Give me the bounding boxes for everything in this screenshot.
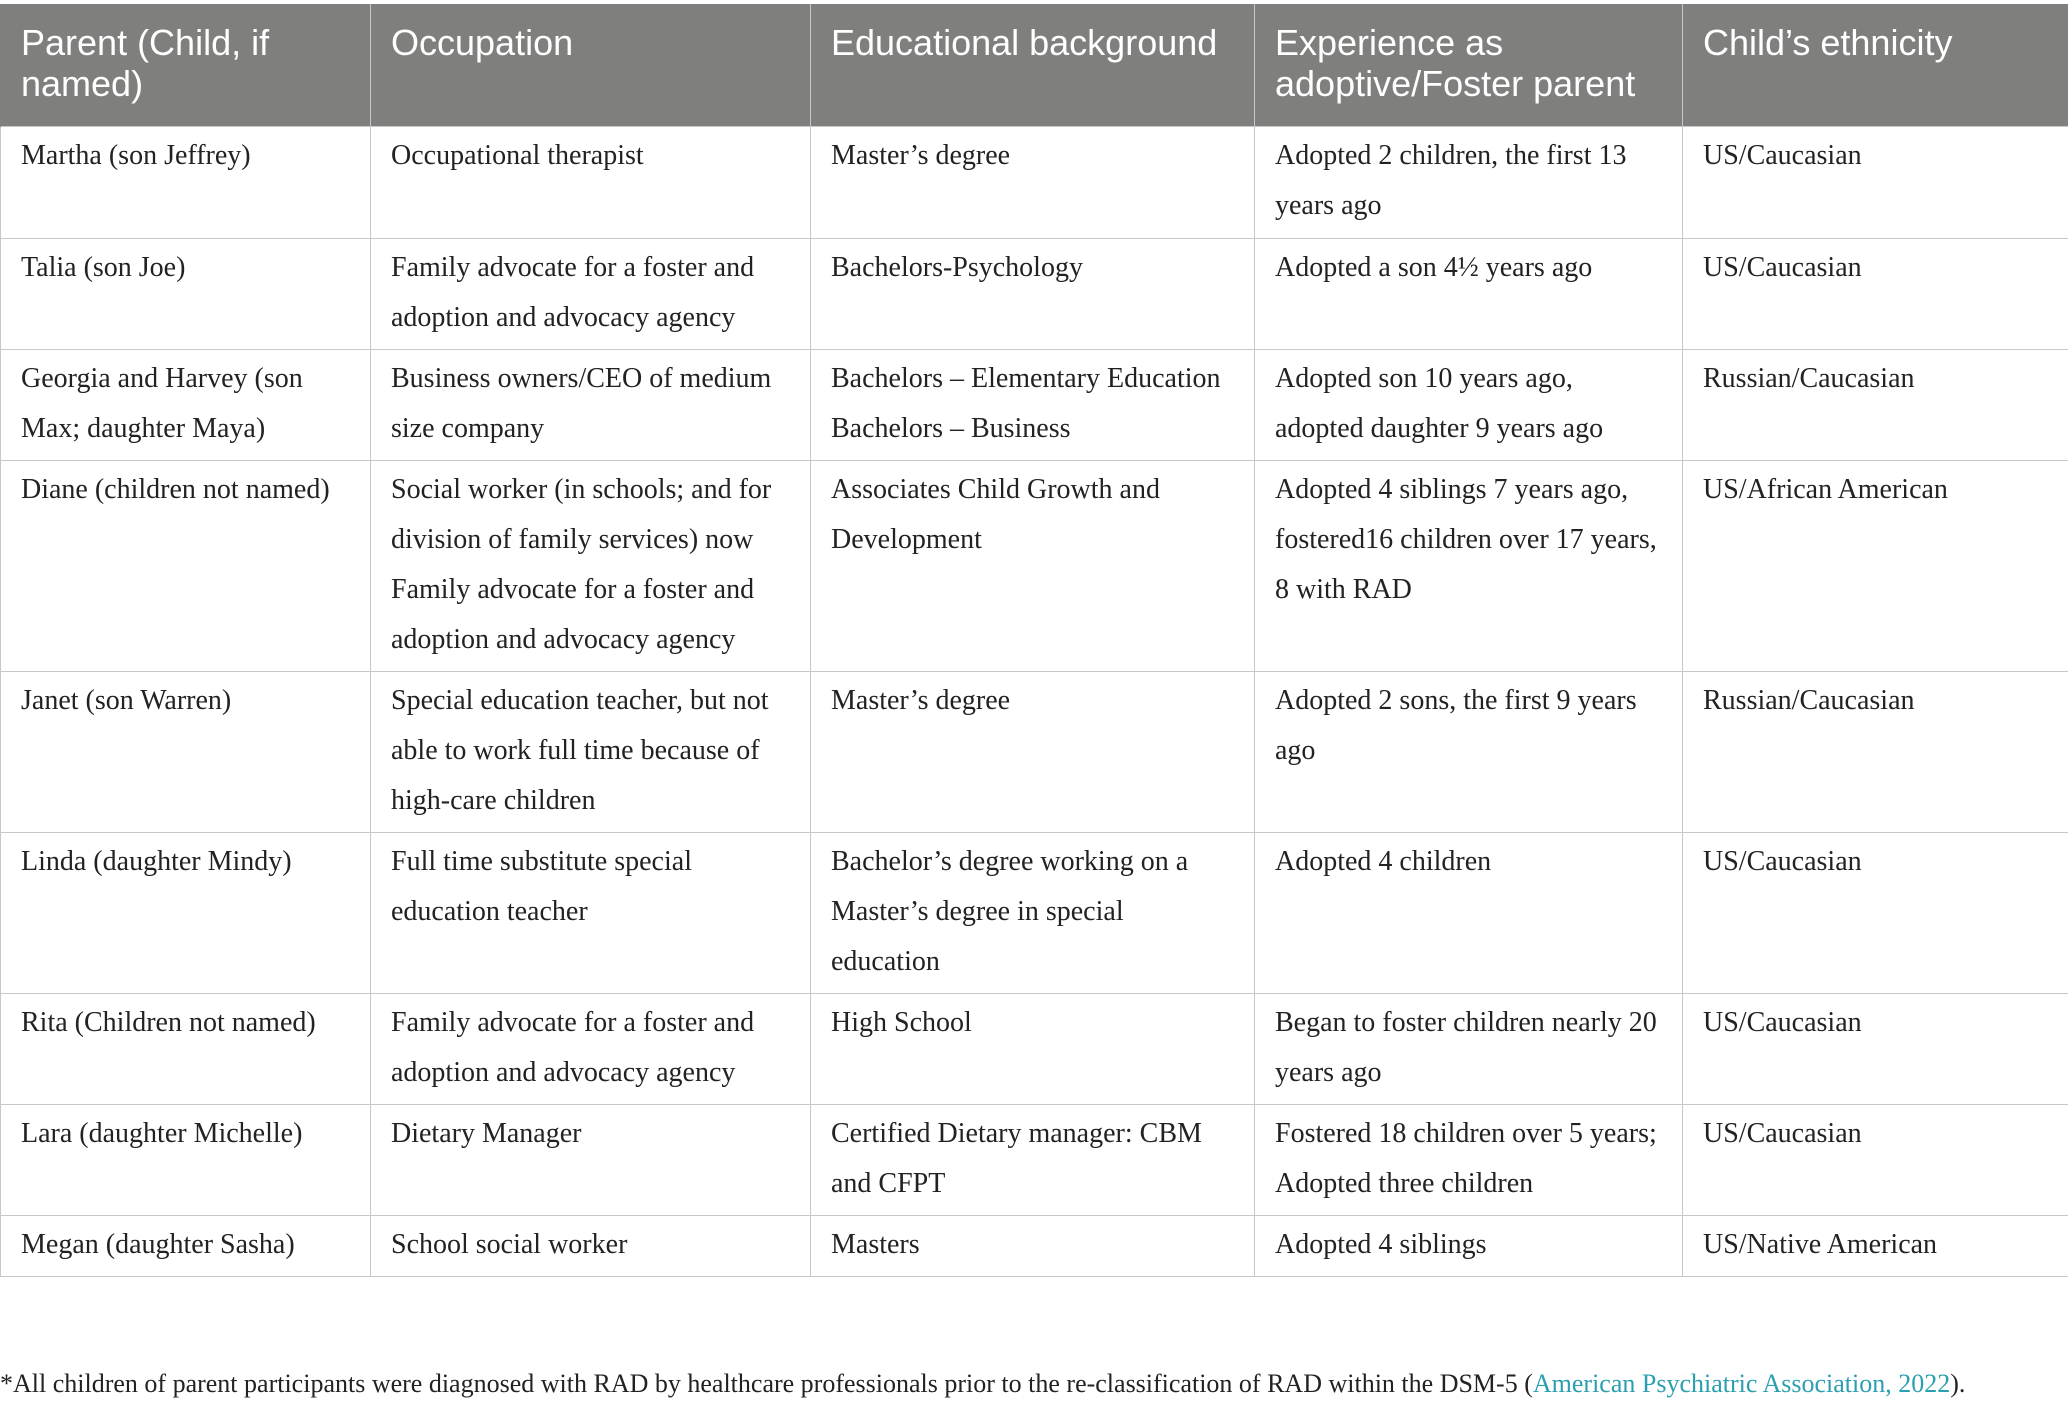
cell-experience: Began to foster children nearly 20 years ago bbox=[1255, 993, 1683, 1104]
cell-ethnicity: US/Caucasian bbox=[1683, 1104, 2068, 1215]
cell-experience: Fostered 18 children over 5 years; Adopted three children bbox=[1255, 1104, 1683, 1215]
cell-experience: Adopted 4 siblings 7 years ago, fostered16 children over 17 years, 8 with RAD bbox=[1255, 460, 1683, 671]
cell-education: Masters bbox=[811, 1215, 1255, 1276]
cell-experience: Adopted 4 siblings bbox=[1255, 1215, 1683, 1276]
cell-education: Master’s degree bbox=[811, 126, 1255, 238]
cell-ethnicity: US/Caucasian bbox=[1683, 238, 2068, 349]
cell-occupation: Dietary Manager bbox=[371, 1104, 811, 1215]
cell-experience: Adopted 4 children bbox=[1255, 832, 1683, 993]
footnote-text-end: ). bbox=[1950, 1369, 1966, 1398]
cell-ethnicity: US/Caucasian bbox=[1683, 993, 2068, 1104]
cell-parent: Rita (Children not named) bbox=[1, 993, 371, 1104]
cell-ethnicity: US/Caucasian bbox=[1683, 832, 2068, 993]
header-occupation: Occupation bbox=[371, 2, 811, 126]
header-experience: Experience as adoptive/Foster parent bbox=[1255, 2, 1683, 126]
table-row bbox=[1, 671, 2068, 832]
cell-education: Bachelors-Psychology bbox=[811, 238, 1255, 349]
cell-experience: Adopted 2 children, the first 13 years ago bbox=[1255, 126, 1683, 238]
cell-experience: Adopted 2 sons, the first 9 years ago bbox=[1255, 671, 1683, 832]
cell-parent: Talia (son Joe) bbox=[1, 238, 371, 349]
cell-occupation: Family advocate for a foster and adoption and advocacy agency bbox=[371, 238, 811, 349]
table-row bbox=[1, 1215, 2068, 1276]
table-row bbox=[1, 460, 2068, 671]
cell-occupation: Full time substitute special education teacher bbox=[371, 832, 811, 993]
cell-education: Bachelor’s degree working on a Master’s degree in special education bbox=[811, 832, 1255, 993]
cell-occupation: Business owners/CEO of medium size company bbox=[371, 349, 811, 460]
table-footnote bbox=[0, 1366, 2068, 1402]
cell-ethnicity: US/Native American bbox=[1683, 1215, 2068, 1276]
cell-experience: Adopted a son 4½ years ago bbox=[1255, 238, 1683, 349]
table-row bbox=[1, 1104, 2068, 1215]
cell-ethnicity: Russian/Caucasian bbox=[1683, 349, 2068, 460]
cell-parent: Georgia and Harvey (son Max; daughter Maya) bbox=[1, 349, 371, 460]
cell-occupation: Occupational therapist bbox=[371, 126, 811, 238]
cell-occupation: School social worker bbox=[371, 1215, 811, 1276]
table-header-row bbox=[1, 2, 2068, 126]
cell-occupation: Social worker (in schools; and for division of family services) now Family advocate for a foster and adoption and advocacy agency bbox=[371, 460, 811, 671]
cell-parent: Martha (son Jeffrey) bbox=[1, 126, 371, 238]
table-row bbox=[1, 832, 2068, 993]
cell-education: Bachelors – Elementary Education Bachelors – Business bbox=[811, 349, 1255, 460]
cell-education: Certified Dietary manager: CBM and CFPT bbox=[811, 1104, 1255, 1215]
cell-education: Master’s degree bbox=[811, 671, 1255, 832]
cell-experience: Adopted son 10 years ago, adopted daughter 9 years ago bbox=[1255, 349, 1683, 460]
cell-ethnicity: US/Caucasian bbox=[1683, 126, 2068, 238]
cell-parent: Diane (children not named) bbox=[1, 460, 371, 671]
cell-parent: Janet (son Warren) bbox=[1, 671, 371, 832]
cell-parent: Linda (daughter Mindy) bbox=[1, 832, 371, 993]
citation-link[interactable]: American Psychiatric Association, 2022 bbox=[1532, 1369, 1951, 1398]
cell-occupation: Family advocate for a foster and adoption and advocacy agency bbox=[371, 993, 811, 1104]
cell-parent: Megan (daughter Sasha) bbox=[1, 1215, 371, 1276]
table-row bbox=[1, 126, 2068, 238]
table-row bbox=[1, 349, 2068, 460]
header-ethnicity: Child’s ethnicity bbox=[1683, 2, 2068, 126]
cell-parent: Lara (daughter Michelle) bbox=[1, 1104, 371, 1215]
header-education: Educational background bbox=[811, 2, 1255, 126]
footnote-text: *All children of parent participants were diagnosed with RAD by healthcare professionals prior to the re-classification of RAD within the DSM-5 ( bbox=[0, 1369, 1533, 1398]
table-row bbox=[1, 238, 2068, 349]
cell-ethnicity: Russian/Caucasian bbox=[1683, 671, 2068, 832]
cell-occupation: Special education teacher, but not able to work full time because of high-care children bbox=[371, 671, 811, 832]
header-parent: Parent (Child, if named) bbox=[1, 2, 371, 126]
cell-education: High School bbox=[811, 993, 1255, 1104]
table-row bbox=[1, 993, 2068, 1104]
cell-ethnicity: US/African American bbox=[1683, 460, 2068, 671]
cell-education: Associates Child Growth and Development bbox=[811, 460, 1255, 671]
